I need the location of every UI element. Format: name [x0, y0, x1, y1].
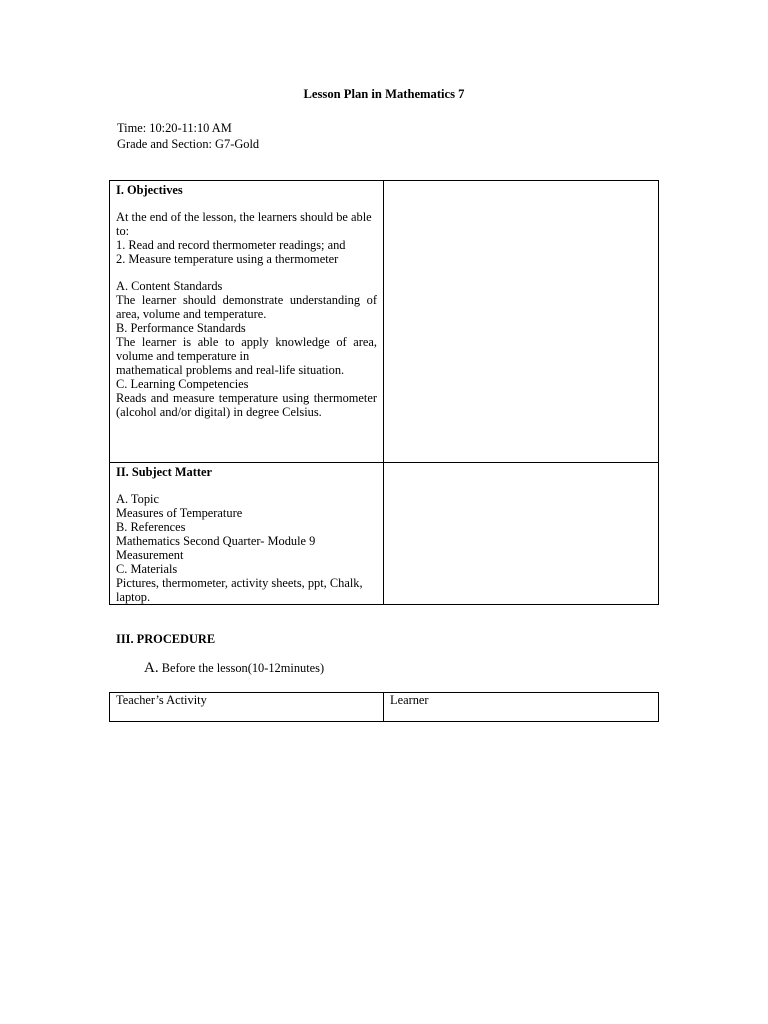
- content-standards-text: The learner should demonstrate understanding of area, volume and temperature.: [116, 293, 377, 321]
- learning-competencies-label: C. Learning Competencies: [116, 377, 249, 391]
- subject-matter-heading: II. Subject Matter: [116, 465, 213, 479]
- grade-section: Grade and Section: G7-Gold: [117, 137, 260, 151]
- learning-competencies-text: Reads and measure temperature using thermometer (alcohol and/or digital) in degree Celsius.: [116, 391, 377, 419]
- procedure-subsection-a: [144, 661, 324, 675]
- performance-standards-text: The learner is able to apply knowledge of area, volume and temperature in: [116, 335, 377, 363]
- subject-matter-row: [110, 463, 659, 605]
- activity-header-row: [110, 693, 659, 722]
- performance-standards-text-cont: mathematical problems and real-life situation.: [116, 363, 345, 377]
- teacher-activity-header: Teacher’s Activity: [110, 693, 384, 722]
- subsection-text: Before the lesson(10-12minutes): [158, 661, 325, 675]
- lesson-meta: [117, 120, 259, 152]
- learner-header: Learner: [384, 693, 659, 722]
- lesson-plan-table: [109, 180, 659, 605]
- objectives-intro: At the end of the lesson, the learners should be able to:: [116, 210, 372, 238]
- objective-item: 2. Measure temperature using a thermometer: [116, 252, 339, 266]
- procedure-heading: III. PROCEDURE: [116, 632, 216, 646]
- objectives-row: [110, 181, 659, 463]
- objectives-heading: I. Objectives: [116, 183, 183, 197]
- subsection-letter: A.: [144, 660, 159, 676]
- topic-text: Measures of Temperature: [116, 506, 243, 520]
- subject-matter-cell: [110, 463, 384, 605]
- performance-standards-label: B. Performance Standards: [116, 321, 246, 335]
- subject-matter-notes-cell: [384, 463, 659, 605]
- document-title: Lesson Plan in Mathematics 7: [303, 87, 465, 101]
- topic-label: A. Topic: [116, 492, 159, 506]
- references-text: Mathematics Second Quarter- Module 9 Measurement: [116, 534, 316, 562]
- objectives-notes-cell: [384, 181, 659, 463]
- materials-text: Pictures, thermometer, activity sheets, ppt, Chalk, laptop.: [116, 576, 363, 604]
- objective-item: 1. Read and record thermometer readings; and: [116, 238, 346, 252]
- objectives-cell: [110, 181, 384, 463]
- lesson-time: Time: 10:20-11:10 AM: [117, 121, 232, 135]
- references-label: B. References: [116, 520, 186, 534]
- materials-label: C. Materials: [116, 562, 178, 576]
- content-standards-label: A. Content Standards: [116, 279, 223, 293]
- activity-table: [109, 692, 659, 722]
